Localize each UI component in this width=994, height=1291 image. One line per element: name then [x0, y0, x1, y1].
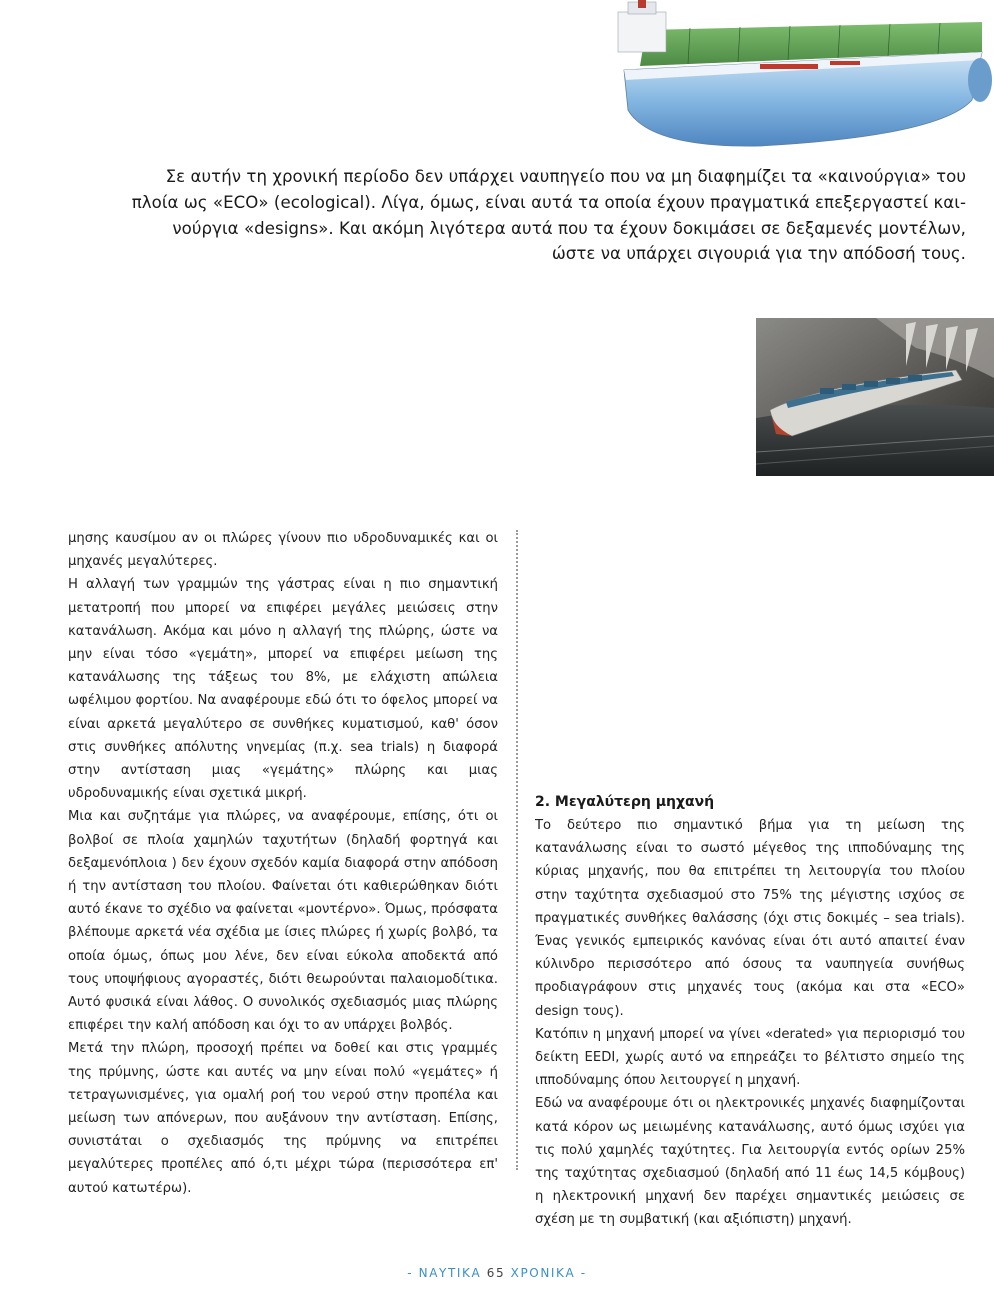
intro-line: Σε αυτήν τη χρονική περίοδο δεν υπάρχει ναυπηγείο που να μη διαφημίζει τα «καινούργια» του [165, 167, 966, 186]
intro-line: πλοία ως «ECO» (ecological). Λίγα, όμως, είναι αυτά τα οποία έχουν πραγματικά επεξεργαστεί και- [131, 192, 966, 212]
body-paragraph: μησης καυσίμου αν οι πλώρες γίνουν πιο υδροδυναμικές και οι μηχανές μεγαλύτερες. [68, 531, 498, 570]
towing-tank-model-photo [756, 318, 994, 476]
body-paragraph: Μετά την πλώρη, προσοχή πρέπει να δοθεί και στις γραμμές της πρύμνης, ώστε και αυτές να μην είναι πολύ «γεμάτες» ή τετραγωνισμένες, για ομαλή ροή του νερού στην προπέλα και μείωση των απόνερων, που αυξάνουν την αντίσταση. Επίσης, συνιστάται ο σχεδιασμός της πρύμνης να επιτρέπει μεγαλύτερες προπέλες από ό,τι μέχρι τώρα (περισσότερα επ' αυτού κατωτέρω). [68, 1041, 498, 1196]
right-column [535, 791, 965, 1232]
body-paragraph: Εδώ να αναφέρουμε ότι οι ηλεκτρονικές μηχανές διαφημίζονται κατά κόρον ως μειωμένης κατανάλωσης, αυτό όμως ισχύει για τις πολύ χαμηλές ταχύτητες. Για λειτουργία εντός ορίων 25% της ταχύτητας σχεδιασμού (δηλαδή από 11 έως 14,5 κόμβους) η ηλεκτρονική μηχανή δεν παρέχει σημαντικές μειώσεις σε σχέση με τη συμβατική (και αξιόπιστη) μηχανή. [535, 1096, 965, 1228]
section-heading: 2. Μεγαλύτερη μηχανή [535, 794, 715, 810]
bulk-carrier-illustration [610, 0, 994, 150]
left-column [68, 527, 498, 1200]
intro-paragraph [68, 164, 966, 267]
page-footer [0, 1266, 994, 1280]
intro-line: ώστε να υπάρχει σιγουριά για την απόδοσή τους. [551, 244, 966, 264]
footer-magazine-right: ΧΡΟΝΙΚΑ - [510, 1266, 587, 1280]
footer-magazine-left: - ΝΑΥΤΙΚΑ [407, 1266, 482, 1280]
body-paragraph: Το δεύτερο πιο σημαντικό βήμα για τη μείωση της κατανάλωσης είναι το σωστό μέγεθος της ιπποδύναμης της κύριας μηχανής, που θα επιτρέπει τη λειτουργία του πλοίου στην ταχύτητα σχεδιασμού στο 75% της μέγιστης ισχύος σε πραγματικές συνθήκες θαλάσσης (όχι στις δοκιμές – sea trials). Ένας γενικός εμπειρικός κανόνας είναι ότι αυτό απαιτεί έναν κύλινδρο περισσότερο από όσους τα ναυπηγεία συνήθως προδιαγράφουν στις μηχανές τους (ακόμα και στα «ECO» design τους). [535, 818, 965, 1019]
page-number: 65 [486, 1266, 506, 1280]
body-paragraph: Κατόπιν η μηχανή μπορεί να γίνει «derated» για περιορισμό του δείκτη EEDI, χωρίς αυτό να επηρεάζει το βέλτιστο σημείο της ιπποδύναμης όπου λειτουργεί η μηχανή. [535, 1026, 965, 1089]
column-divider [516, 530, 518, 1170]
body-paragraph: Η αλλαγή των γραμμών της γάστρας είναι η πιο σημαντική μετατροπή που μπορεί να επιφέρει μεγάλες μειώσεις στην κατανάλωση. Ακόμα και μόνο η αλλαγή της πλώρης, ώστε να μην είναι τόσο «γεμάτη», μπορεί να επιφέρει μείωση της κατανάλωσης της τάξεως του 8%, με ελάχιστη απώλεια ωφέλιμου φορτίου. Να αναφέρουμε εδώ ότι το όφελος μπορεί να είναι αρκετά μεγαλύτερο σε συνθήκες κυματισμού, καθ' όσον στις συνθήκες απόλυτης νηνεμίας (π.χ. sea trials) η διαφορά στην αντίσταση μιας «γεμάτης» πλώρης και μιας υδροδυναμικής είναι σχετικά μικρή. [68, 577, 498, 802]
intro-line: νούργια «designs». Και ακόμη λιγότερα αυτά που τα έχουν δοκιμάσει σε δεξαμενές μοντέλων, [172, 218, 966, 238]
body-paragraph: Μια και συζητάμε για πλώρες, να αναφέρουμε, επίσης, ότι οι βολβοί σε πλοία χαμηλών ταχυτήτων (δηλαδή φορτηγά και δεξαμενόπλοια ) δεν έχουν σχεδόν καμία διαφορά στην απόδοση ή την αντίσταση του πλοίου. Φαίνεται ότι καθιερώθηκαν διότι αυτό έκανε το σχέδιο να φαίνεται «μοντέρνο». Όμως, πρόσφατα βλέπουμε αρκετά νέα σχέδια με ίσιες πλώρες ή χωρίς βολβό, τα οποία όμως, όπως μου λένε, δεν είναι εύκολα αποδεκτά από τους υποψήφιους αγοραστές, διότι θεωρούνται παλαιομοδίτικα. Αυτό φυσικά είναι λάθος. Ο συνολικός σχεδιασμός μιας πλώρης επιφέρει την καλή απόδοση και όχι το αν υπάρχει βολβός. [68, 809, 498, 1034]
